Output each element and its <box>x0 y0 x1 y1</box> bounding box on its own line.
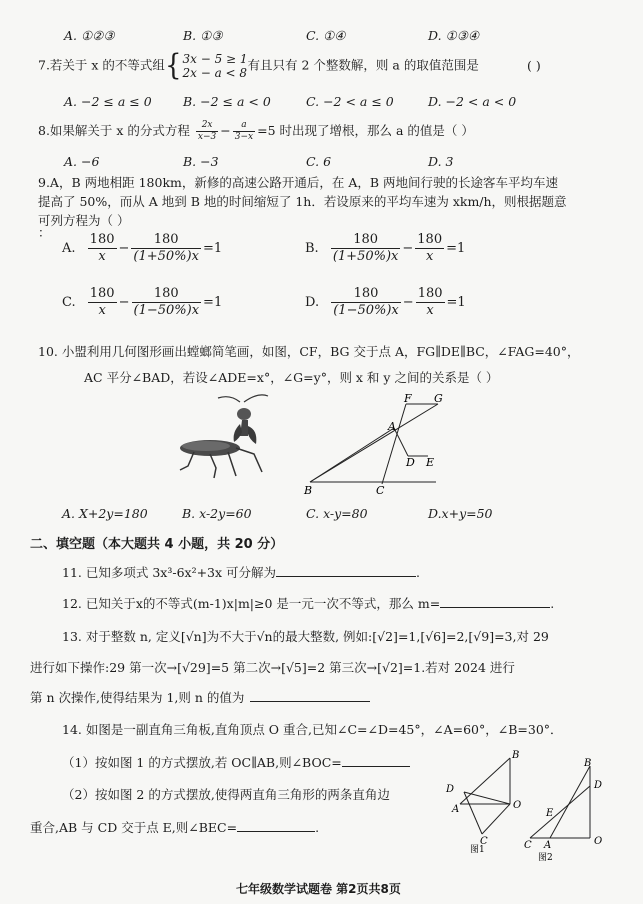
q11-text: 11. 已知多项式 3x³-6x²+3x 可分解为 <box>62 565 277 580</box>
q7-option-b: B. −2 ≤ a < 0 <box>183 94 271 109</box>
q9-c-d2: (1−50%)x <box>133 303 200 318</box>
q6-option-b: B. ①③ <box>183 28 223 43</box>
q9-colon: ： <box>38 225 51 240</box>
q9-a-n2: 180 <box>131 232 201 249</box>
q8-rhs: =5 <box>257 123 276 138</box>
q9-c-rhs: =1 <box>203 295 223 310</box>
q9-a-frac-1 <box>88 232 117 265</box>
fig2-label-o: O <box>594 836 603 847</box>
page-footer: 七年级数学试题卷 第2页共8页 <box>236 882 401 896</box>
q9-line-1: 9.A，B 两地相距 180km，新修的高速公路开通后，在 A，B 两地间行驶的长途客车平均车速 <box>38 175 559 190</box>
q9-b-rhs: =1 <box>446 241 466 256</box>
q9-b-n2: 180 <box>417 232 443 247</box>
q6-option-c: C. ①④ <box>306 28 346 43</box>
q9-b-d1: (1+50%)x <box>332 249 399 264</box>
q8-f1-num: 2x <box>196 120 218 132</box>
q9-d-n1: 180 <box>331 286 401 303</box>
q9-c-n1: 180 <box>89 286 115 301</box>
q7-system <box>182 52 247 80</box>
q8-prefix: 8.如果解关于 x 的分式方程 <box>38 123 190 138</box>
q7-paren: ( ) <box>527 58 541 73</box>
q7-prefix: 7.若关于 x 的不等式组 <box>38 57 165 73</box>
q9-a-frac-2 <box>131 232 201 265</box>
q8-f2-den: 3−x <box>234 132 254 142</box>
q9-line-2: 提高了 50%，而从 A 地到 B 地的时间缩短了 1h．若设原来的平均车速为 xkm/h，则根据题意 <box>38 194 567 209</box>
q9-a-rhs: =1 <box>202 241 223 256</box>
q7-option-a: A. −2 ≤ a ≤ 0 <box>64 94 152 109</box>
q9-d-frac-2 <box>416 286 445 319</box>
q13-answer-blank[interactable] <box>250 689 370 702</box>
q14-line-3: （2）按如图 2 的方式摆放,使得两直角三角形的两条直角边 <box>62 787 390 802</box>
q9-c-frac-2 <box>132 286 202 319</box>
q14-line-4-wrap <box>30 818 319 836</box>
q13-line-2: 进行如下操作:29 第一次→[√29]=5 第二次→[√5]=2 第三次→[√2]=1.若对 2024 进行 <box>30 660 515 675</box>
q7-line2: 2x − a < 8 <box>182 66 248 80</box>
q8-question <box>38 120 474 143</box>
q14-line-2: （1）按如图 1 的方式摆放,若 OC∥AB,则∠BOC= <box>62 755 342 770</box>
section-2-title: 二、填空题（本大题共 4 小题，共 20 分） <box>30 537 284 552</box>
q8-option-c: C. 6 <box>306 154 332 169</box>
q14-part2-blank[interactable] <box>237 819 315 832</box>
q9-b-label: B. <box>305 241 319 256</box>
q10-option-d: D.x+y=50 <box>428 506 493 521</box>
q14-line-4: 重合,AB 与 CD 交于点 E,则∠BEC= <box>30 820 238 835</box>
q9-d-n2: 180 <box>417 286 443 301</box>
q9-b-d2: x <box>426 249 434 264</box>
q9-c-label: C. <box>62 295 76 310</box>
q8-option-d: D. 3 <box>428 154 454 169</box>
q10-option-b: B. x-2y=60 <box>182 506 252 521</box>
label-c: C <box>376 484 385 497</box>
q9-d-d2: x <box>426 303 434 318</box>
q7-option-c: C. −2 < a ≤ 0 <box>306 94 394 109</box>
fig1-label-d: D <box>446 784 455 795</box>
q9-d-label: D. <box>305 295 320 310</box>
q12-text: 12. 已知关于x的不等式(m-1)x|m|≥0 是一元一次不等式，那么 m= <box>62 596 441 611</box>
q11-answer-blank[interactable] <box>276 564 416 577</box>
q10-line-2: AC 平分∠BAD，若设∠ADE=x°，∠G=y°，则 x 和 y 之间的关系是（ ） <box>84 370 499 385</box>
q12-end: . <box>550 596 555 611</box>
q11-end: . <box>416 565 421 580</box>
q8-suffix: 时出现了增根，那么 a 的值是（ ） <box>279 123 474 138</box>
fig2-label-d: D <box>594 780 603 791</box>
fig1-label-c: C <box>480 836 488 847</box>
q14-line-1: 14. 如图是一副直角三角板,直角顶点 O 重合,已知∠C=∠D=45°，∠A=60°，∠B=30°． <box>62 722 563 737</box>
q9-d-frac-1 <box>331 286 401 319</box>
label-b: B <box>304 484 313 497</box>
mantis-illustration <box>170 392 285 482</box>
q9-a-d2: (1+50%)x <box>133 249 199 264</box>
q9-option-a: A. $\frac{180}{x}$ − $\frac{180}{(1+50\%)x}$ =1 <box>62 232 223 264</box>
q14-part1-blank[interactable] <box>342 754 410 767</box>
q9-c-frac-1 <box>88 286 117 319</box>
q9-a-n1: 180 <box>89 232 115 247</box>
fig1-caption: 图1 <box>470 845 485 854</box>
q9-option-c: C. $\frac{180}{x}$ − $\frac{180}{(1-50\%)x}$ =1 <box>62 286 223 318</box>
q14-figure-1 <box>442 748 530 854</box>
q8-fraction-2 <box>233 120 255 143</box>
fig2-label-a: A <box>544 840 552 851</box>
q8-option-b: B. −3 <box>183 154 219 169</box>
label-d: D <box>406 456 415 469</box>
q9-line-3: 可列方程为（ ） <box>38 213 130 228</box>
q9-d-d1: (1−50%)x <box>333 303 399 318</box>
q10-line-1: 10. 小盟利用几何图形画出螳螂简笔画，如图，CF，BG 交于点 A，FG∥DE∥BC，∠FAG=40°， <box>38 344 580 359</box>
q6-option-a: A. ①②③ <box>64 28 115 43</box>
label-f: F <box>404 392 412 405</box>
q9-a-label: A. <box>62 241 76 256</box>
q9-b-frac-2 <box>415 232 444 265</box>
fig1-label-a: A <box>452 804 460 815</box>
q7-brace: { <box>164 49 182 83</box>
q9-d-rhs: =1 <box>446 295 466 310</box>
q7-option-d: D. −2 < a < 0 <box>428 94 517 109</box>
q13-line-1: 13. 对于整数 n, 定义[√n]为不大于√n的最大整数, 例如:[√2]=1,[√6]=2,[√9]=3,对 29 <box>62 629 549 644</box>
q7-line1: 3x − 5 ≥ 1 <box>182 52 248 66</box>
q7-suffix: 有且只有 2 个整数解，则 a 的取值范围是 <box>247 57 479 73</box>
q10-option-c: C. x-y=80 <box>306 506 368 521</box>
q13-line-3: 第 n 次操作,使得结果为 1,则 n 的值为 <box>30 690 245 705</box>
q9-option-d: D. $\frac{180}{(1-50\%)x}$ − $\frac{180}{x}$ =1 <box>305 286 466 318</box>
label-g: G <box>434 392 443 405</box>
q9-b-frac-1 <box>331 232 401 265</box>
q12-question <box>62 594 554 612</box>
q14-figure-2 <box>520 756 612 864</box>
q8-f1-den: x−3 <box>197 132 217 142</box>
fig2-label-e: E <box>546 808 554 819</box>
q10-option-a: A. X+2y=180 <box>62 506 148 521</box>
q13-line-3-wrap <box>30 688 370 706</box>
q8-option-a: A. −6 <box>64 154 100 169</box>
q12-answer-blank[interactable] <box>440 595 550 608</box>
q9-option-b: B. $\frac{180}{(1+50\%)x}$ − $\frac{180}{x}$ =1 <box>305 232 466 264</box>
q9-b-n1: 180 <box>331 232 401 249</box>
q8-minus: − <box>220 123 231 138</box>
q14-end: . <box>315 820 320 835</box>
q9-c-d1: x <box>98 303 106 318</box>
q9-c-n2: 180 <box>132 286 202 303</box>
q9-a-d1: x <box>98 249 106 264</box>
label-e: E <box>426 456 435 469</box>
q7-question <box>38 49 479 83</box>
fig1-label-o: O <box>513 800 522 811</box>
q8-fraction-1 <box>196 120 218 143</box>
q11-question <box>62 563 420 581</box>
fig2-label-c: C <box>524 840 532 851</box>
fig2-caption: 图2 <box>538 853 553 863</box>
q14-line-2-wrap <box>62 753 410 771</box>
q8-f2-num: a <box>233 120 255 132</box>
fig2-label-b: B <box>584 758 592 769</box>
q10-geometry-figure <box>298 392 458 498</box>
label-a: A <box>388 420 396 433</box>
fig1-label-b: B <box>512 750 520 761</box>
q6-option-d: D. ①③④ <box>428 28 480 43</box>
